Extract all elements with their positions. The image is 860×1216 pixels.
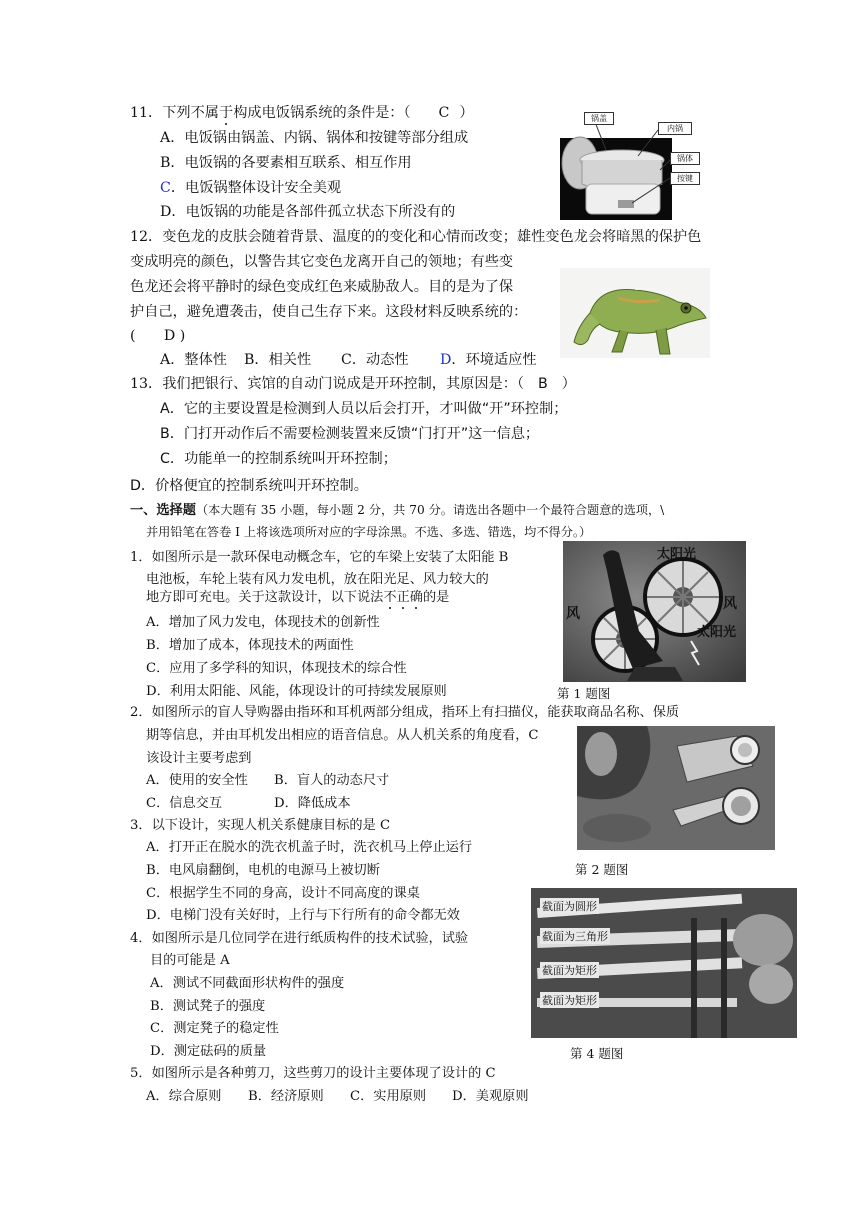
q1-option-a: A．增加了风力发电，体现技术的创新性	[146, 615, 380, 630]
q11-option-c: C．电饭锅整体设计安全美观	[160, 180, 342, 196]
q1-line1: 1．如图所示是一款环保电动概念车，它的车梁上安装了太阳能 B	[130, 550, 509, 565]
fig-label-wind-left: 风	[566, 606, 580, 622]
q12-line2: 变成明亮的颜色，以警告其它变色龙离开自己的领地；有些变	[130, 254, 514, 270]
q12-option-b: B．相关性	[244, 352, 312, 368]
eco-bike-figure	[563, 541, 746, 682]
q4-option-c: C．测定凳子的稳定性	[150, 1021, 279, 1036]
section-instructions: 并用铅笔在答卷 I 上将该选项所对应的字母涂黑。不选、多选、错选，均不得分。）	[146, 525, 592, 539]
q5-option-b: B．经济原则	[248, 1089, 324, 1104]
q1-line2: 电池板，车轮上装有风力发电机，放在阳光足、风力较大的	[146, 572, 489, 587]
q12-line5: ( D )	[130, 328, 186, 344]
q3-line1: 3．以下设计，实现人机关系健康目标的是 C	[130, 818, 391, 833]
q4-option-a: A．测试不同截面形状构件的强度	[150, 976, 345, 991]
fig-label-triangle-section: 截面为三角形	[542, 930, 608, 943]
q2-option-a: A．使用的安全性	[146, 773, 248, 788]
fig-label-body: 锅体	[670, 152, 700, 165]
fig-label-rectangle-section-1: 截面为矩形	[542, 964, 597, 977]
fig-label-wind-right: 风	[723, 596, 737, 612]
q3-option-b: B．电风扇翻倒，电机的电源马上被切断	[146, 863, 380, 878]
q2-line3: 该设计主要考虑到	[146, 751, 252, 766]
q12-line3: 色龙还会将平静时的绿色变成红色来威胁敌人。目的是为了保	[130, 279, 514, 295]
q2-option-d: D．降低成本	[274, 796, 351, 811]
q13-option-a: A．它的主要设置是检测到人员以后会打开，才叫做“开”环控制；	[160, 401, 568, 417]
q5-option-c: C．实用原则	[350, 1089, 427, 1104]
q11-option-b: B．电饭锅的各要素相互联系、相互作用	[160, 155, 412, 171]
q13-option-b: B．门打开动作后不需要检测装置来反馈“门打开”这一信息；	[160, 426, 540, 442]
q12-option-a: A．整体性	[160, 352, 227, 368]
q2-line2: 期等信息，并由耳机发出相应的语音信息。从人机关系的角度看，C	[146, 728, 539, 743]
q4-line1: 4．如图所示是几位同学在进行纸质构件的技术试验，试验	[130, 931, 469, 946]
blind-guide-device-figure	[577, 726, 775, 850]
q1-option-c: C．应用了多学科的知识，体现技术的综合性	[146, 661, 407, 676]
q13-option-d: D．价格便宜的控制系统叫开环控制。	[130, 478, 368, 494]
q13-option-c: C．功能单一的控制系统叫开环控制；	[160, 451, 397, 467]
fig-label-sunlight-bottom: 太阳光	[697, 625, 737, 640]
q3-option-a: A．打开正在脱水的洗衣机盖子时，洗衣机马上停止运行	[146, 840, 473, 855]
fig-label-button: 按键	[670, 172, 700, 185]
q11-option-a: A．电饭锅由锅盖、内锅、锅体和按键等部分组成	[160, 130, 469, 146]
q12-line1: 12．变色龙的皮肤会随着背景、温度的的变化和心情而改变；雄性变色龙会将暗黑的保护色	[130, 229, 702, 245]
fig-label-lid: 锅盖	[584, 112, 614, 125]
q1-option-b: B．增加了成本，体现技术的两面性	[146, 638, 354, 653]
figure-4-caption: 第 4 题图	[570, 1046, 624, 1061]
figure-1-caption: 第 1 题图	[557, 686, 611, 701]
q12-option-d: D．环境适应性	[440, 352, 537, 368]
q4-line2: 目的可能是 A	[150, 953, 230, 968]
figure-2-caption: 第 2 题图	[575, 862, 629, 877]
q11-stem: 11．下列不属于构成电饭锅系统的条件是：（ C ）	[130, 105, 474, 121]
q2-option-c: C．信息交互	[146, 796, 223, 811]
q11-option-d: D．电饭锅的功能是各部件孤立状态下所没有的	[160, 204, 456, 220]
q5-option-a: A．综合原则	[146, 1089, 222, 1104]
q1-line3: 地方即可充电。关于这款设计，以下说法不正确的是	[146, 590, 450, 605]
fig-label-sunlight-top: 太阳光	[657, 547, 697, 562]
paper-structure-test-figure	[531, 888, 797, 1038]
q5-option-d: D．美观原则	[452, 1089, 529, 1104]
q3-option-c: C．根据学生不同的身高，设计不同高度的课桌	[146, 886, 420, 901]
q12-option-c: C．动态性	[341, 352, 409, 368]
section-heading: 一、选择题（本大题有 35 小题，每小题 2 分，共 70 分。请选出各题中一个最符合题意的选项，\	[130, 503, 665, 518]
chameleon-figure	[560, 268, 710, 358]
fig-label-circle-section: 截面为圆形	[542, 900, 597, 913]
q4-option-b: B．测试凳子的强度	[150, 999, 266, 1014]
q4-option-d: D．测定砝码的质量	[150, 1044, 267, 1059]
q12-line4: 护自己，避免遭袭击，使自己生存下来。这段材料反映系统的：	[130, 304, 528, 320]
q2-line1: 2．如图所示的盲人导购器由指环和耳机两部分组成，指环上有扫描仪，能获取商品名称、保质	[130, 705, 680, 720]
fig-label-rectangle-section-2: 截面为矩形	[542, 994, 597, 1007]
q13-stem: 13．我们把银行、宾馆的自动门说成是开环控制，其原因是：（ B ）	[130, 376, 576, 392]
q1-option-d: D．利用太阳能、风能，体现设计的可持续发展原则	[146, 684, 447, 699]
q5-line1: 5．如图所示是各种剪刀，这些剪刀的设计主要体现了设计的 C	[130, 1066, 496, 1081]
rice-cooker-figure	[560, 108, 710, 220]
fig-label-inner-pot: 内锅	[658, 122, 692, 135]
q2-option-b: B．盲人的动态尺寸	[274, 773, 390, 788]
q3-option-d: D．电梯门没有关好时，上行与下行所有的命令都无效	[146, 908, 460, 923]
